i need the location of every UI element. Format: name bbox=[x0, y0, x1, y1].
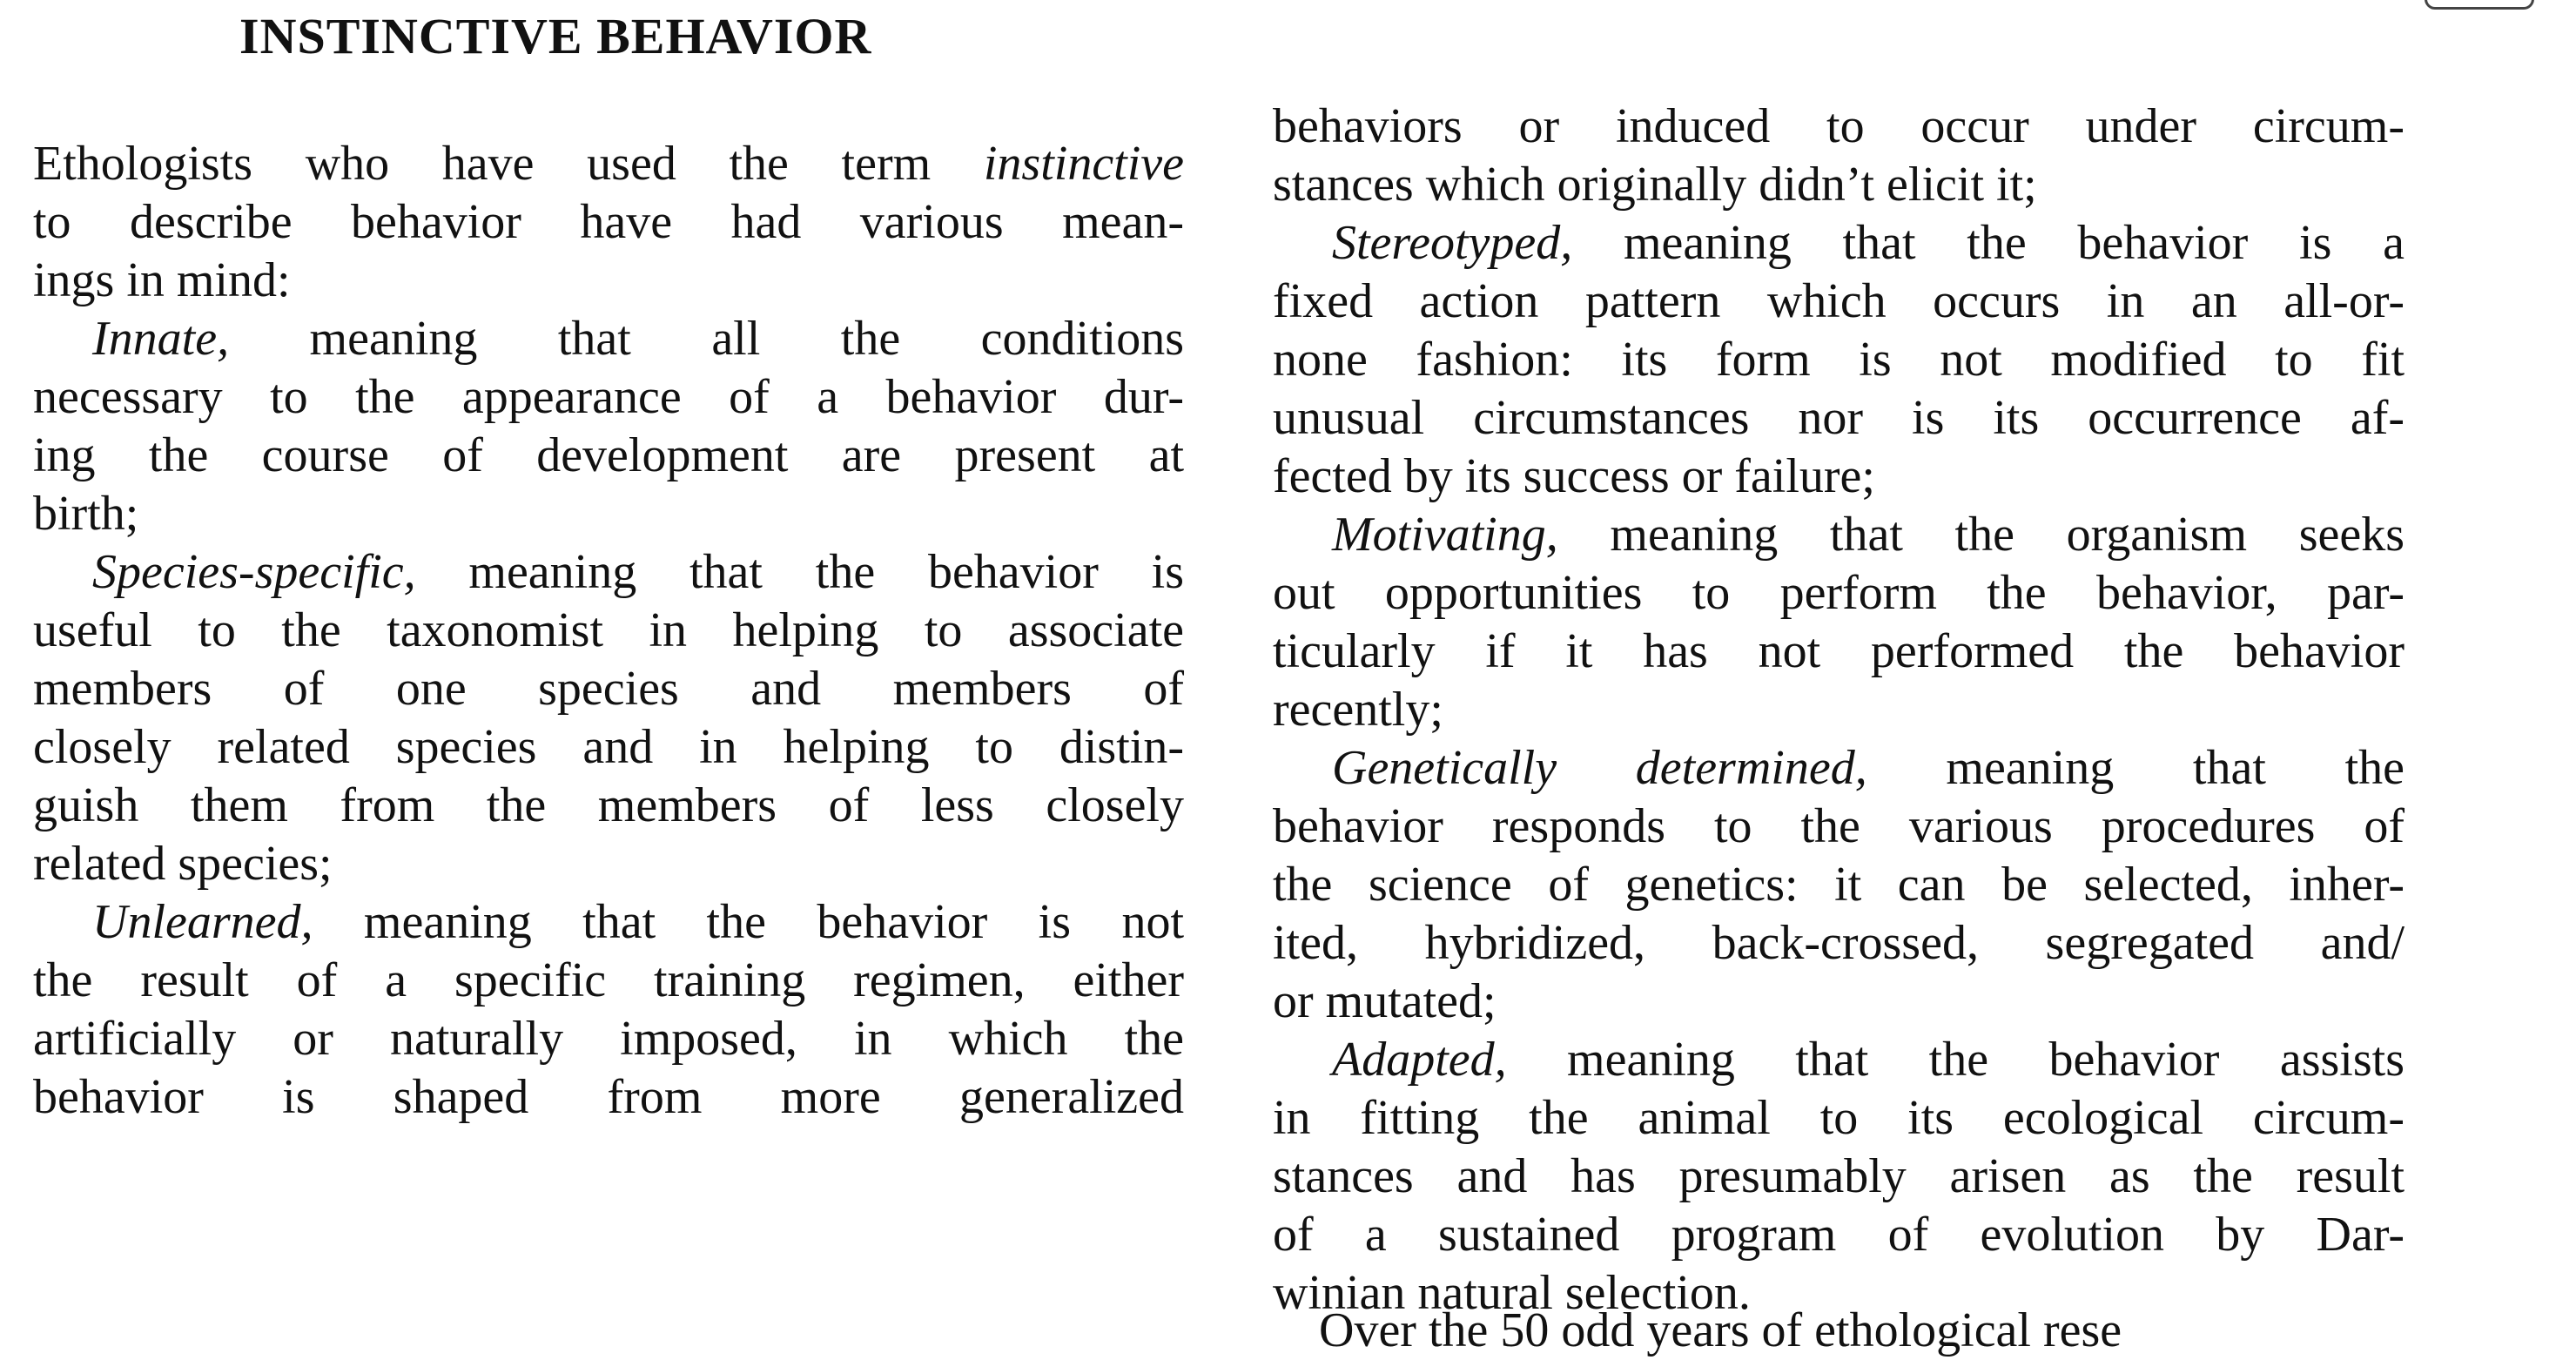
line-text: meaning that the behavior is a bbox=[1572, 216, 2404, 270]
left-column-line bbox=[33, 1010, 1184, 1068]
right-column-line bbox=[1273, 331, 2404, 389]
line-text: ited, hybridized, back-crossed, segregated and/ bbox=[1273, 916, 2404, 970]
cut-off-line: Over the 50 odd years of ethological rese bbox=[1319, 1303, 2122, 1357]
line-text: meaning that the behavior assists bbox=[1506, 1033, 2404, 1087]
line-text: in fitting the animal to its ecological circum- bbox=[1273, 1091, 2404, 1145]
left-column-line bbox=[33, 835, 1184, 893]
left-column-line bbox=[33, 368, 1184, 427]
right-column-line bbox=[1273, 156, 2404, 214]
line-text: ings in mind: bbox=[33, 253, 291, 307]
right-column-line bbox=[1273, 564, 2404, 623]
left-column-line bbox=[33, 135, 1184, 193]
defined-term: Motivating, bbox=[1332, 508, 1558, 562]
right-column-line bbox=[1273, 273, 2404, 331]
left-column-line bbox=[33, 952, 1184, 1010]
right-column-line bbox=[1273, 448, 2404, 506]
defined-term: Stereotyped, bbox=[1332, 216, 1573, 270]
line-text: behavior is shaped from more generalized bbox=[33, 1070, 1184, 1124]
line-text: meaning that the organism seeks bbox=[1557, 508, 2404, 562]
left-column-line bbox=[33, 310, 1184, 368]
left-column-line bbox=[33, 660, 1184, 718]
left-column-line bbox=[33, 252, 1184, 310]
left-column-line bbox=[33, 1068, 1184, 1127]
right-column-line bbox=[1273, 856, 2404, 914]
line-text: ticularly if it has not performed the behavior bbox=[1273, 624, 2404, 678]
italic-word: instinctive bbox=[983, 137, 1184, 191]
right-column-line bbox=[1273, 214, 2404, 273]
line-text: or mutated; bbox=[1273, 974, 1497, 1028]
right-column bbox=[1273, 98, 2404, 1323]
right-column-line bbox=[1273, 973, 2404, 1031]
line-text: meaning that the bbox=[1866, 741, 2405, 795]
left-column-line bbox=[33, 777, 1184, 835]
line-text: behaviors or induced to occur under circum- bbox=[1273, 99, 2404, 153]
left-column-line bbox=[33, 718, 1184, 777]
right-column-line bbox=[1273, 681, 2404, 739]
left-column-line bbox=[33, 893, 1184, 952]
line-text: stances and has presumably arisen as the result bbox=[1273, 1149, 2404, 1203]
section-heading: INSTINCTIVE BEHAVIOR bbox=[239, 8, 872, 64]
left-column-line bbox=[33, 543, 1184, 602]
right-column-line bbox=[1273, 98, 2404, 156]
left-column-line bbox=[33, 193, 1184, 252]
line-text: members of one species and members of bbox=[33, 662, 1184, 716]
right-column-line bbox=[1273, 798, 2404, 856]
right-column-line bbox=[1273, 1089, 2404, 1148]
left-column-line bbox=[33, 427, 1184, 485]
right-column-line bbox=[1273, 1206, 2404, 1264]
defined-term: Species-specific, bbox=[92, 545, 416, 599]
right-column-line bbox=[1273, 623, 2404, 681]
line-text: the result of a specific training regimen, either bbox=[33, 953, 1184, 1007]
defined-term: Unlearned, bbox=[92, 895, 313, 949]
left-column-line bbox=[33, 485, 1184, 543]
line-text: guish them from the members of less closely bbox=[33, 778, 1184, 832]
line-text: meaning that the behavior is bbox=[415, 545, 1184, 599]
line-text: fected by its success or failure; bbox=[1273, 449, 1875, 503]
right-column-line bbox=[1273, 1031, 2404, 1089]
right-column-line bbox=[1273, 739, 2404, 798]
line-text: Ethologists who have used the term bbox=[33, 137, 984, 191]
defined-term: Genetically determined, bbox=[1332, 741, 1867, 795]
line-text: the science of genetics: it can be selected, inher- bbox=[1273, 858, 2404, 912]
right-column-line bbox=[1273, 506, 2404, 564]
left-column-line bbox=[33, 602, 1184, 660]
line-text: necessary to the appearance of a behavior dur- bbox=[33, 370, 1184, 424]
line-text: useful to the taxonomist in helping to associate bbox=[33, 603, 1184, 657]
line-text: artificially or naturally imposed, in which the bbox=[33, 1012, 1184, 1066]
line-text: out opportunities to perform the behavior, par- bbox=[1273, 566, 2404, 620]
line-text: of a sustained program of evolution by Dar- bbox=[1273, 1208, 2404, 1262]
defined-term: Innate, bbox=[92, 312, 230, 366]
page-corner-mark bbox=[2425, 0, 2534, 10]
line-text: ing the course of development are present at bbox=[33, 428, 1184, 482]
line-text: behavior responds to the various procedures of bbox=[1273, 799, 2404, 853]
right-column-line bbox=[1273, 389, 2404, 448]
line-text: unusual circumstances nor is its occurrence af- bbox=[1273, 391, 2404, 445]
right-column-line bbox=[1273, 1148, 2404, 1206]
line-text: meaning that the behavior is not bbox=[313, 895, 1184, 949]
line-text: fixed action pattern which occurs in an all-or- bbox=[1273, 274, 2404, 328]
right-column-line bbox=[1273, 914, 2404, 973]
line-text: stances which originally didn’t elicit it; bbox=[1273, 158, 2037, 212]
line-text: related species; bbox=[33, 837, 333, 891]
line-text: winian natural selection. bbox=[1273, 1266, 1751, 1320]
line-text: closely related species and in helping to distin- bbox=[33, 720, 1184, 774]
line-text: birth; bbox=[33, 487, 139, 541]
line-text: none fashion: its form is not modified to fit bbox=[1273, 333, 2404, 387]
defined-term: Adapted, bbox=[1332, 1033, 1507, 1087]
left-column bbox=[33, 135, 1184, 1127]
line-text: meaning that all the conditions bbox=[229, 312, 1184, 366]
line-text: to describe behavior have had various mean- bbox=[33, 195, 1184, 249]
line-text: recently; bbox=[1273, 683, 1443, 737]
